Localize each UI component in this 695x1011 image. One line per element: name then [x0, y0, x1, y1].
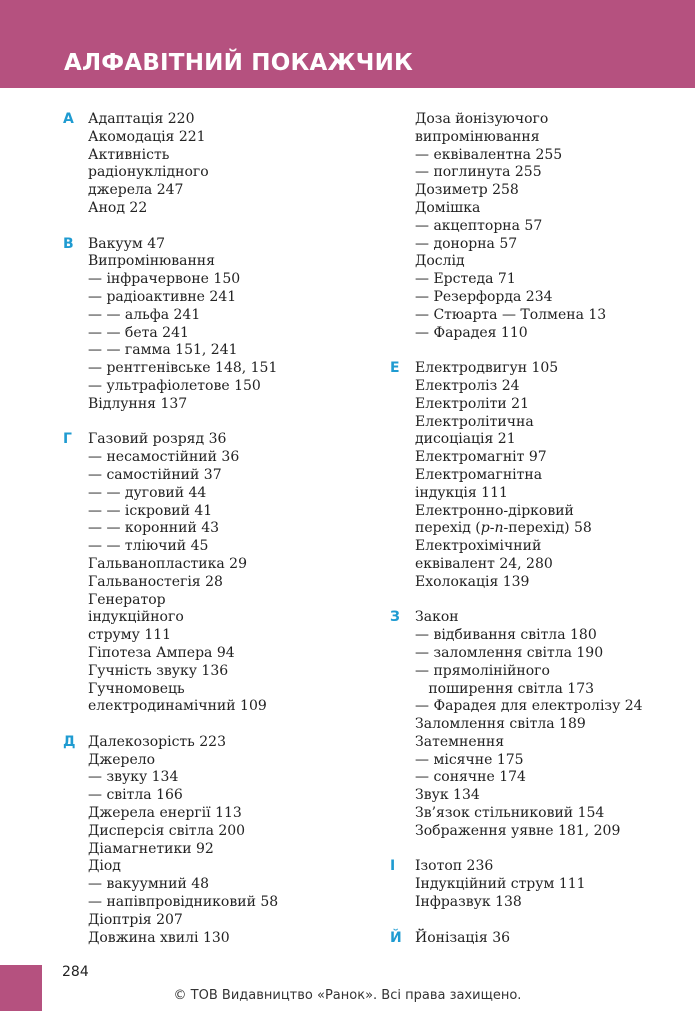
index-entry: перехід (p-n-перехід) 58: [415, 520, 592, 537]
section-letter: Й: [390, 929, 402, 946]
section-letter: Д: [63, 733, 76, 750]
index-entry: струму 111: [88, 627, 172, 644]
index-section: [63, 733, 388, 948]
index-entry: Заломлення світла 189: [415, 716, 586, 733]
index-entry: Гальванопластика 29: [88, 555, 247, 572]
index-section: [415, 111, 685, 342]
index-entry: Газовий розряд 36: [88, 431, 227, 448]
section-letter: В: [63, 235, 74, 252]
index-entry: Гіпотеза Ампера 94: [88, 644, 235, 661]
index-entry: випромінювання: [415, 128, 540, 145]
index-entry: Домішка: [415, 199, 481, 216]
index-entry: — — іскровий 41: [88, 502, 213, 519]
index-entry: — — коронний 43: [88, 520, 220, 537]
index-entry: еквівалент 24, 280: [415, 555, 553, 572]
index-entry: — вакуумний 48: [88, 876, 210, 893]
index-entry: Гальваностегія 28: [88, 573, 223, 590]
index-entry: Генератор: [88, 591, 166, 608]
index-entry: — Стюарта — Толмена 13: [415, 306, 607, 323]
index-entry: Електродвигун 105: [415, 360, 559, 377]
index-entry: Довжина хвилі 130: [88, 929, 230, 946]
page-header: [0, 0, 695, 88]
index-entry: Гучномовець: [88, 680, 185, 697]
page-title: АЛФАВІТНИЙ ПОКАЖЧИК: [64, 50, 414, 76]
index-entry: Активність: [88, 146, 170, 163]
index-entry: — ультрафіолетове 150: [88, 377, 261, 394]
index-entry: дисоціація 21: [415, 431, 516, 448]
index-entry: — інфрачервоне 150: [88, 271, 241, 288]
index-entry: — несамостійний 36: [88, 449, 240, 466]
index-entry: Далекозорість 223: [88, 733, 226, 750]
index-entry: Доза йонізуючого: [415, 111, 549, 127]
index-entry: — Ерстеда 71: [415, 271, 516, 288]
index-entry: — акцепторна 57: [415, 217, 543, 234]
index-entry: Електролітична: [415, 413, 534, 430]
page-number: 284: [62, 964, 89, 980]
index-entry: Йонізація 36: [415, 929, 511, 946]
index-entry: — — гамма 151, 241: [88, 342, 238, 359]
index-entry: — — бета 241: [88, 324, 189, 341]
index-entry: Зв’язок стільниковий 154: [415, 805, 605, 822]
index-entry: — місячне 175: [415, 751, 524, 768]
index-entry: Діамагнетики 92: [88, 840, 214, 857]
index-entry: — прямолінійного: [415, 662, 550, 679]
index-entry: — звуку 134: [88, 769, 179, 786]
index-section: [63, 235, 388, 414]
index-entry: — напівпровідниковий 58: [88, 894, 279, 911]
index-entry: Джерело: [88, 751, 156, 768]
index-entry: Інфразвук 138: [415, 894, 522, 911]
index-entry: Електронно-дірковий: [415, 502, 574, 519]
index-entry: поширення світла 173: [415, 680, 595, 697]
index-entry: Індукційний струм 111: [415, 876, 586, 893]
index-entry: — Фарадея для електролізу 24: [415, 698, 643, 715]
index-entry: — самостійний 37: [88, 466, 222, 483]
index-entry: Електроліти 21: [415, 395, 529, 412]
index-entry: — радіоактивне 241: [88, 288, 237, 305]
index-entry: — — дуговий 44: [88, 484, 207, 501]
index-entry: Акомодація 221: [88, 128, 206, 145]
index-entry: Затемнення: [415, 733, 505, 750]
index-entry: Електромагнітна: [415, 466, 543, 483]
index-entry: — Резерфорда 234: [415, 288, 553, 305]
index-section: [390, 609, 685, 840]
section-letter: Е: [390, 360, 400, 377]
index-entry: Діоптрія 207: [88, 911, 183, 928]
index-entry: Зображення уявне 181, 209: [415, 822, 621, 839]
section-letter: А: [63, 111, 74, 127]
index-entry: — Фарадея 110: [415, 324, 528, 341]
index-entry: — світла 166: [88, 787, 183, 804]
index-entry: — донорна 57: [415, 235, 518, 252]
index-entry: — сонячне 174: [415, 769, 526, 786]
section-letter: Г: [63, 431, 72, 448]
index-entry: — поглинута 255: [415, 164, 542, 181]
index-section: [390, 858, 685, 911]
index-entry: Гучність звуку 136: [88, 662, 229, 679]
index-entry: радіонуклідного: [88, 164, 209, 181]
index-entry: Вакуум 47: [88, 235, 166, 252]
index-entry: — — альфа 241: [88, 306, 201, 323]
index-entry: Адаптація 220: [88, 111, 195, 127]
index-column-right: [390, 111, 685, 965]
index-entry: — заломлення світла 190: [415, 644, 604, 661]
index-column-left: [63, 111, 388, 965]
index-entry: — рентгенівське 148, 151: [88, 360, 278, 377]
index-entry: джерела 247: [88, 182, 184, 199]
index-entry: Дисперсія світла 200: [88, 822, 246, 839]
index-entry: Ізотоп 236: [415, 858, 494, 875]
index-entry: Джерела енергії 113: [88, 805, 242, 822]
index-entry: Дозиметр 258: [415, 182, 519, 199]
index-entry: Ехолокація 139: [415, 573, 530, 590]
index-entry: Електроліз 24: [415, 377, 520, 394]
index-section: [63, 431, 388, 716]
index-entry: Випромінювання: [88, 253, 215, 270]
index-entry: Дослід: [415, 253, 465, 270]
index-entry: індукційного: [88, 609, 184, 626]
section-letter: З: [390, 609, 400, 626]
index-entry: — еквівалентна 255: [415, 146, 563, 163]
index-section: [63, 111, 388, 218]
index-entry: Закон: [415, 609, 459, 626]
index-entry: Відлуння 137: [88, 395, 188, 412]
index-section: [390, 360, 685, 591]
index-entry: — відбивання світла 180: [415, 627, 597, 644]
index-entry: Діод: [88, 858, 121, 875]
index-entry: електродинамічний 109: [88, 698, 267, 715]
index-entry: індукція 111: [415, 484, 508, 501]
index-section: [390, 929, 685, 948]
index-entry: Електромагніт 97: [415, 449, 547, 466]
index-entry: Звук 134: [415, 787, 480, 804]
copyright-notice: © ТОВ Видавництво «Ранок». Всі права захищено.: [173, 988, 522, 1003]
index-entry: Анод 22: [88, 199, 148, 216]
section-letter: І: [390, 858, 396, 875]
index-entry: Електрохімічний: [415, 538, 542, 555]
index-entry: — — тліючий 45: [88, 538, 209, 555]
